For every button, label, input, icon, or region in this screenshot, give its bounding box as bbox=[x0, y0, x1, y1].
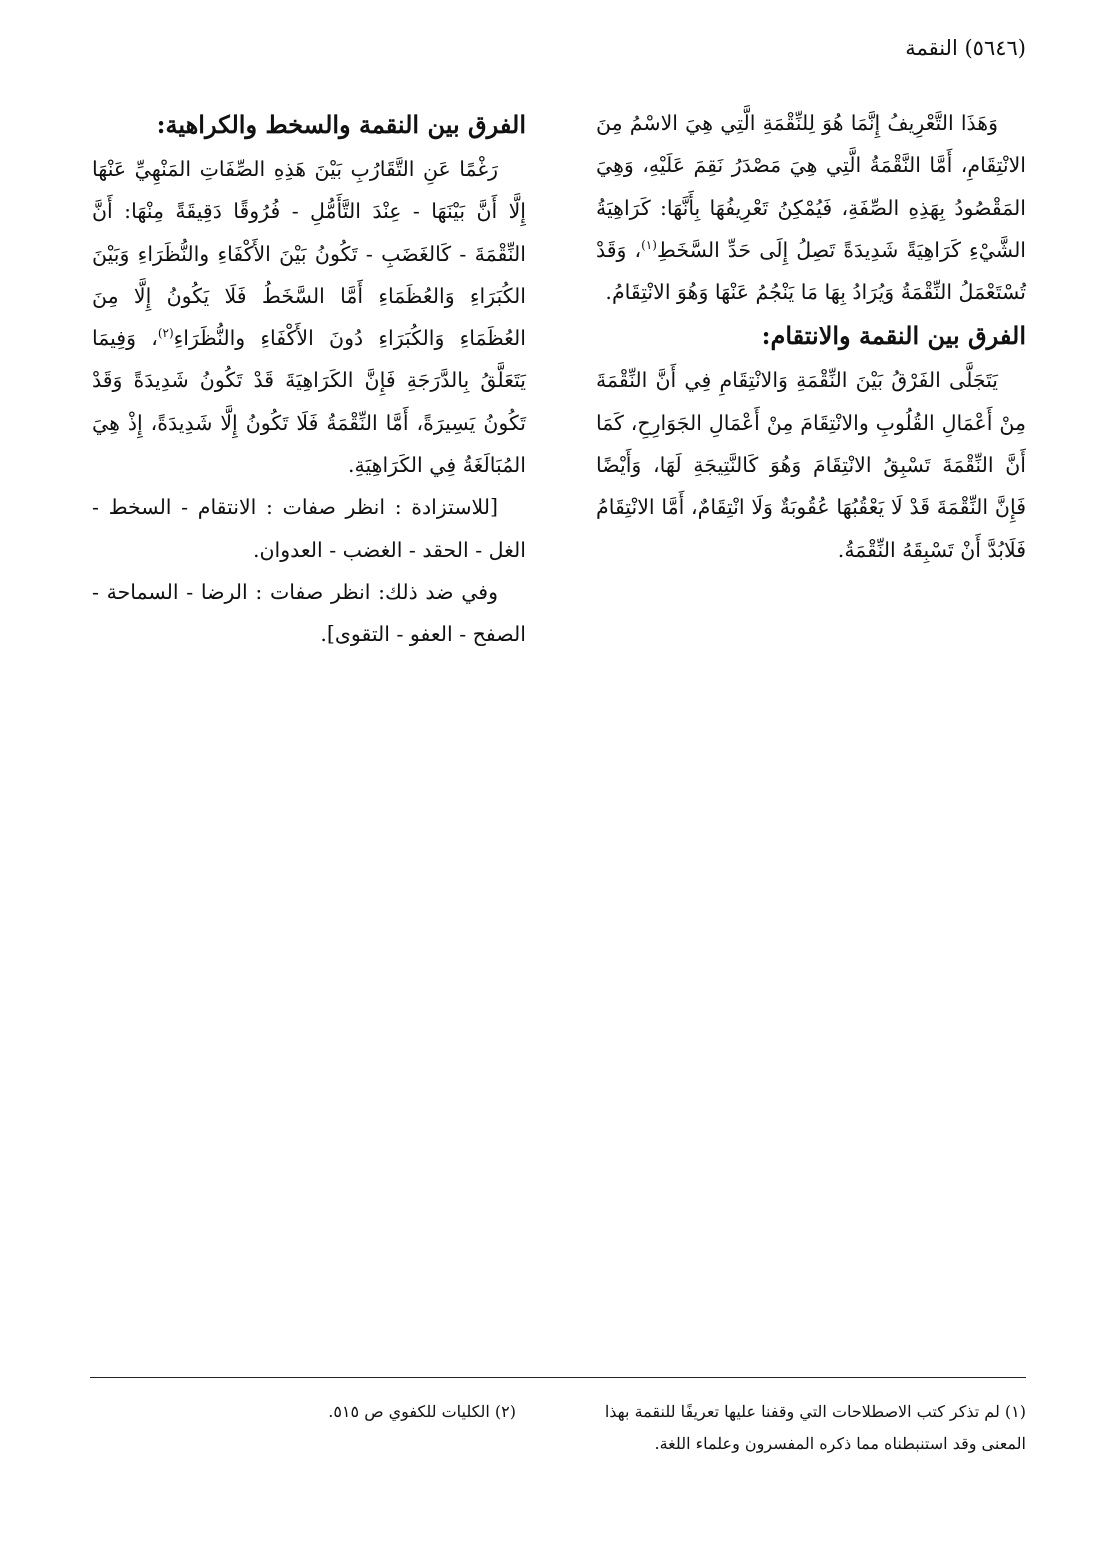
header-title: النقمة bbox=[905, 36, 958, 60]
opposites-note: وفي ضد ذلك: انظر صفات : الرضا - السماحة - الصفح - العفو - التقوى]. bbox=[92, 579, 526, 647]
see-also-note: [للاستزادة : انظر صفات : الانتقام - السخط - الغل - الحقد - الغضب - العدوان. bbox=[92, 495, 526, 562]
heading-naqma-vs-sakhat: الفرق بين النقمة والسخط والكراهية: bbox=[156, 110, 526, 139]
footnote-ref-1: (١) bbox=[641, 238, 657, 253]
footnote-ref-2: (٢) bbox=[157, 326, 174, 341]
intro-paragraph bbox=[596, 102, 1026, 313]
sakhat-paragraph bbox=[92, 148, 526, 486]
intro-text-end: ، وَقَدْ تُسْتَعْمَلُ النِّقْمَةُ وَيُرَادُ بِهَا مَا يَنْجُمُ عَنْهَا وَهُوَ الانْتِقَامُ. bbox=[596, 237, 1026, 305]
intiqam-paragraph: يَتَجَلَّى الفَرْقُ بَيْنَ النِّقْمَةِ وَالانْتِقَامِ فِي أَنَّ النِّقْمَةَ مِنْ أَعْمَالِ القُلُوبِ والانْتِقَامَ مِنْ أَعْمَالِ الجَوَارِحِ، كَمَا أَنَّ النِّقْمَةَ تَسْبِقُ الانْتِقَامَ وَهُوَ كَالنَّتِيجَةِ لَهَا، وَأَيْضًا فَإِنَّ النِّقْمَةَ قَدْ لَا يَعْقُبُهَا عُقُوبَةٌ وَلَا انْتِقَامٌ، أَمَّا الانْتِقَامُ فَلَابُدَّ أَنْ تَسْبِقَهُ النِّقْمَةُ. bbox=[596, 368, 1026, 562]
heading-naqma-vs-intiqam: الفرق بين النقمة والانتقام: bbox=[761, 321, 1026, 351]
footnote-1: (١) لم تذكر كتب الاصطلاحات التي وقفنا عليها تعريفًا للنقمة بهذا المعنى وقد استنبطناه مما ذكره المفسرون وعلماء اللغة. bbox=[604, 1402, 1026, 1453]
sakhat-text-end: ، وَفِيمَا يَتَعَلَّقُ بِالدَّرَجَةِ فَإِنَّ الكَرَاهِيَةَ قَدْ تَكُونُ شَدِيدَةً وَقَدْ تَكُونُ يَسِيرَةً، أَمَّا النِّقْمَةُ فَلَا تَكُونُ إِلَّا شَدِيدَةً، إِذْ هِيَ المُبَالَغَةُ فِي الكَرَاهِيَةِ. bbox=[92, 326, 526, 478]
right-column bbox=[596, 102, 1026, 571]
footnote-divider bbox=[90, 1377, 1026, 1378]
running-header bbox=[905, 34, 1026, 62]
footnote-2: (٢) الكليات للكفوي ص ٥١٥. bbox=[328, 1402, 516, 1421]
page-number: (٥٦٤٦) bbox=[964, 36, 1026, 60]
intro-text: وَهَذَا التَّعْرِيفُ إِنَّمَا هُوَ لِلنِّقْمَةِ الَّتِي هِيَ الاسْمُ مِنَ الانْتِقَامِ، أَمَّا النَّقْمَةُ الَّتِي هِيَ مَصْدَرُ نَقِمَ عَلَيْهِ، وَهِيَ المَقْصُودُ بِهَذِهِ الصِّفَةِ، فَيُمْكِنُ تَعْرِيفُهَا بِأَنَّهَا: كَرَاهِيَةُ الشَّيْءِ كَرَاهِيَةً شَدِيدَةً تَصِلُ إِلَى حَدِّ السَّخَطِ bbox=[596, 111, 1027, 262]
left-column bbox=[92, 102, 526, 656]
sakhat-text: رَغْمًا عَنِ التَّقَارُبِ بَيْنَ هَذِهِ الصِّفَاتِ المَنْهِيِّ عَنْهَا إِلَّا أَنَّ بَيْنَهَا - عِنْدَ التَّأَمُّلِ - فُرُوقًا دَقِيقَةً مِنْهَا: أَنَّ النِّقْمَةَ - كَالغَضَبِ - تَكُونُ بَيْنَ الأَكْفَاءِ والنُّظَرَاءِ وَبَيْنَ الكُبَرَاءِ وَالعُظَمَاءِ أَمَّا السَّخَطُ فَلَا يَكُونُ إِلَّا مِنَ العُظَمَاءِ وَالكُبَرَاءِ دُونَ الأَكْفَاءِ والنُّظَرَاءِ bbox=[92, 157, 526, 351]
